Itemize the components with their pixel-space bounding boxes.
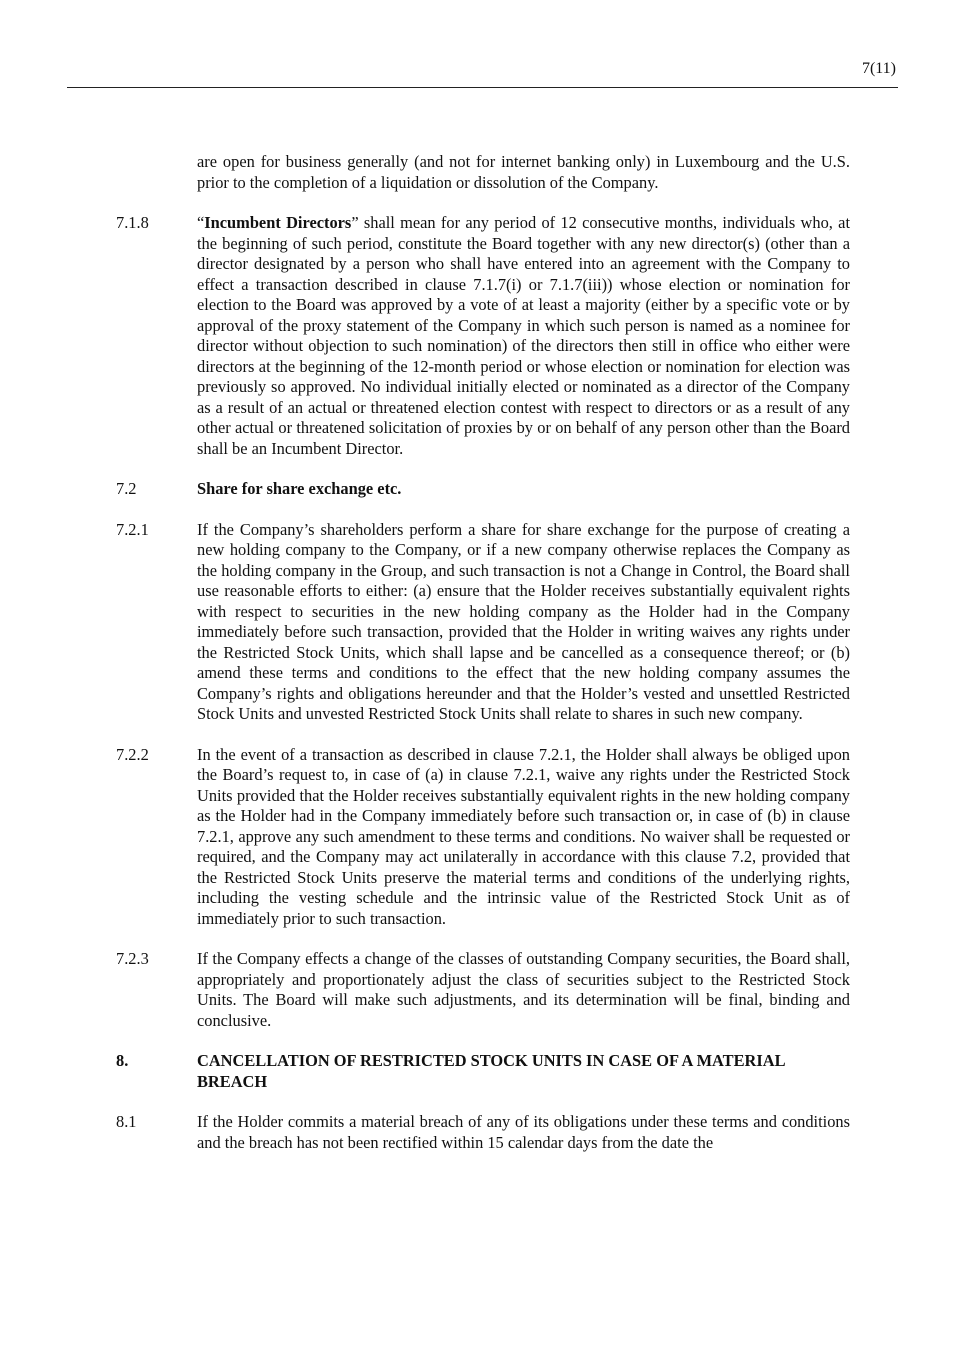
intro-text: are open for business generally (and not for internet banking only) in Luxembourg and the U.S. prior to the completion of a liquidation or dissolution of the Company. — [197, 152, 850, 192]
clause-number: 7.2 — [116, 479, 137, 498]
clause-number: 7.2.1 — [116, 519, 149, 539]
clause-heading: Share for share exchange etc. — [197, 479, 402, 498]
clause-7-1-8 — [0, 213, 965, 459]
definition-text: ” shall mean for any period of 12 consecutive months, individuals who, at the beginning of such period, constitute the Board together with any new director(s) (other than a director designated by a person who shall have entered into an agreement with the Company to effect a transaction described in clause 7.1.7(i) or 7.1.7(iii)) whose election or nomination for election to the Board was approved by a vote of at least a majority (either by a specific vote or by approval of the proxy statement of the Company in which such person is named as a nominee for director without objection to such nomination) of the directors then still in office who either were directors at the beginning of the 12-month period or whose election or nomination for election was previously so approved. No individual initially elected or nominated as a director of the Company as a result of an actual or threatened election contest with respect to directors or as a result of any other actual or threatened solicitation of proxies by or on behalf of any person other than the Board shall be an Incumbent Director. — [197, 213, 851, 458]
clause-text — [197, 213, 850, 459]
section-heading: CANCELLATION OF RESTRICTED STOCK UNITS IN CASE OF A MATERIAL BREACH — [197, 1051, 785, 1091]
clause-8-1 — [0, 1112, 965, 1153]
section-number: 8. — [116, 1051, 129, 1070]
quote-open: “ — [197, 213, 205, 232]
clause-number: 7.2.2 — [116, 744, 149, 764]
clause-7-2-2 — [0, 745, 965, 930]
intro-paragraph — [0, 152, 965, 193]
clause-7-2-1 — [0, 520, 965, 725]
clause-7-2 — [0, 479, 965, 500]
page-header — [67, 0, 898, 88]
clause-text: If the Holder commits a material breach of any of its obligations under these terms and conditions and the breach has not been rectified within 15 calendar days from the date the — [197, 1112, 850, 1152]
clause-7-2-3 — [0, 949, 965, 1031]
clause-number: 7.2.3 — [116, 949, 149, 968]
section-8 — [0, 1051, 965, 1092]
clause-text: If the Company’s shareholders perform a share for share exchange for the purpose of creating a new holding company to the Company, or if a new company otherwise replaces the Company as the holding company in the Group, and such transaction is not a Change in Control, the Board shall use reasonable efforts to either: (a) ensure that the Holder receives substantially equivalent rights with respect to securities in the new holding company as the Holder had in the Company immediately before such transaction, provided that the Holder in writing waives any rights under the Restricted Stock Units, which shall lapse and be cancelled as a consequence thereof; or (b) amend these terms and conditions to the effect that the new holding company assumes the Company’s rights and obligations hereunder and that the Holder’s vested and unsettled Restricted Stock Units and unvested Restricted Stock Units shall relate to shares in such new company. — [197, 519, 850, 723]
clause-number: 8.1 — [116, 1112, 137, 1131]
defined-term: Incumbent Directors — [204, 213, 352, 232]
clause-text: If the Company effects a change of the classes of outstanding Company securities, the Board shall, appropriately and proportionately adjust the class of securities subject to the Restricted Stock Units. The Board will make such adjustments, and its determination will be final, binding and conclusive. — [197, 949, 850, 1030]
document-body — [0, 152, 965, 1153]
clause-number: 7.1.8 — [116, 213, 149, 232]
page-number: 7(11) — [861, 60, 896, 77]
clause-text: In the event of a transaction as described in clause 7.2.1, the Holder shall always be obliged upon the Board’s request to, in case of (a) in clause 7.2.1, waive any rights under the Restricted Stock Units provided that the Holder receives substantially equivalent rights in the new holding company as the Holder had in the Company immediately before such transaction or, in case of (b) in clause 7.2.1, approve any such amendment to these terms and conditions. No waiver shall be requested or required, and the Company may act unilaterally in accordance with this clause 7.2, provided that the Restricted Stock Units preserve the material terms and conditions of the underlying rights, including the vesting schedule and the intrinsic value of the Restricted Stock Unit as of immediately prior to such transaction. — [197, 744, 850, 928]
